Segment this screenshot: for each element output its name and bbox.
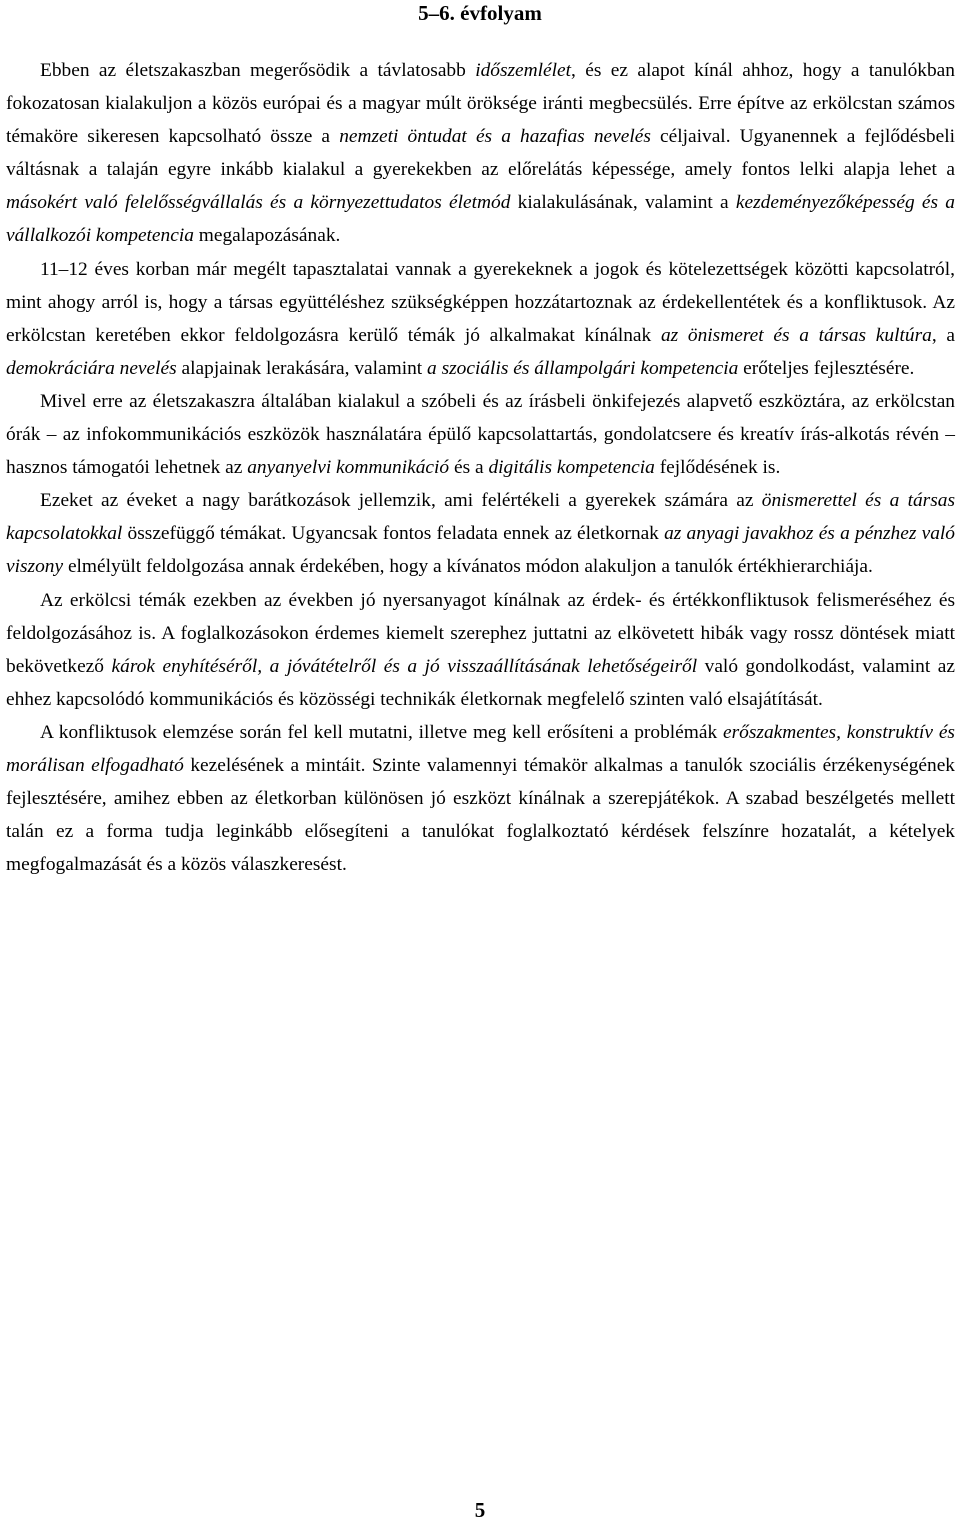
- italic-phrase: az önismeret és a társas kultúra: [660, 324, 932, 346]
- paragraph-3: [6, 385, 955, 484]
- italic-phrase: demokráciára nevelés: [6, 357, 177, 379]
- paragraph-4: [6, 484, 955, 583]
- text-run: elmélyült feldolgozása annak érdekében, hogy a kívánatos módon alakuljon a tanulók értékhierarchiája.: [63, 556, 873, 578]
- text-run: Ebben az életszakaszban megerősödik a távlatosabb: [40, 60, 476, 81]
- text-run: céljaival. Ugyanennek a fejlődésbeli váltásnak a talaján egyre inkább kialakul a gyerekekben az előrelátás képessége, amely fontos lelki alapja lehet a: [6, 126, 956, 181]
- italic-phrase: kezdeményezőképesség és a vállalkozói kompetencia: [6, 192, 955, 247]
- text-run: megalapozásának.: [193, 225, 341, 247]
- italic-phrase: az anyagi javakhoz és a pénzhez való viszony: [6, 523, 955, 578]
- italic-phrase: a szociális és állampolgári kompetencia: [427, 357, 739, 379]
- text-run: A konfliktusok elemzése során fel kell mutatni, illetve meg kell erősíteni a problémák: [40, 721, 724, 743]
- italic-phrase: digitális kompetencia: [488, 457, 655, 479]
- text-run: erőteljes fejlesztésére.: [738, 357, 915, 379]
- text-run: , a: [931, 324, 955, 346]
- text-run: összefüggő témákat. Ugyancsak fontos feladata ennek az életkornak: [122, 523, 665, 545]
- italic-phrase: erőszakmentes, konstruktív és morálisan elfogadható: [6, 721, 955, 776]
- text-run: , és ez alapot kínál ahhoz, hogy a tanulókban fokozatosan kialakuljon a közös európai és a magyar múlt öröksége iránti megbecsülés. Erre építve az erkölcstan számos témaköre sikeresen kapcsolható össze a: [6, 60, 955, 148]
- italic-phrase: nemzeti öntudat és a hazafias nevelés: [339, 126, 651, 148]
- paragraph-2: [6, 253, 955, 385]
- italic-phrase: önismerettel és a társas kapcsolatokkal: [6, 490, 955, 545]
- italic-phrase: másokért való felelősségvállalás és a környezettudatos életmód: [6, 192, 511, 214]
- italic-phrase: időszemlélet: [475, 60, 572, 81]
- text-run: Az erkölcsi témák ezekben az években jó nyersanyagot kínálnak az érdek- és értékkonfliktusok felismeréséhez és feldolgozásához is. A foglalkozásokon érdemes kiemelt szerephez juttatni az elkövetett hibák vagy rossz döntések miatt bekövetkező: [6, 589, 955, 677]
- text-run: Ezeket az éveket a nagy barátkozások jellemzik, ami felértékeli a gyerekek számára az: [40, 490, 762, 512]
- text-run: kezelésének a mintáit. Szinte valamennyi témakör alkalmas a tanulók szociális érzékenységének fejlesztésére, amihez ebben az életkorban különösen jó eszközt kínálnak a szerepjátékok. A szabad beszélgetés mellett talán ez a forma tudja leginkább elősegíteni a tanulókat foglalkoztató kérdések felszínre hozatalát, a kételyek megfogalmazását és a közös válaszkeresést.: [6, 754, 955, 876]
- text-run: fejlődésének is.: [654, 457, 781, 479]
- text-run: és a: [449, 457, 489, 479]
- page-number: 5: [474, 1498, 486, 1522]
- italic-phrase: anyanyelvi kommunikáció: [247, 457, 450, 479]
- text-run: kialakulásának, valamint a: [510, 192, 736, 214]
- text-run: alapjainak lerakására, valamint: [176, 357, 428, 379]
- page-heading: 5–6. évfolyam: [418, 1, 542, 25]
- document-body: [6, 54, 955, 881]
- paragraph-5: [6, 584, 955, 716]
- text-run: való gondolkodást, valamint az ehhez kapcsolódó kommunikációs és közösségi technikák életkornak megfelelő szinten való elsajátítását.: [6, 655, 955, 710]
- text-run: Mivel erre az életszakaszra általában kialakul a szóbeli és az írásbeli önkifejezés alapvető eszköztára, az erkölcstan órák – az infokommunikációs eszközök használatára épülő kapcsolattartás, gondolatcsere és kreatív írás-alkotás révén – hasznos támogatói lehetnek az: [6, 390, 955, 479]
- italic-phrase: károk enyhítéséről, a jóvátételről és a jó visszaállításának lehetőségeiről: [111, 655, 698, 677]
- text-run: 11–12 éves korban már megélt tapasztalatai vannak a gyerekeknek a jogok és kötelezettségek közötti kapcsolatról, mint ahogy arról is, hogy a társas együttéléshez szükségképpen hozzátartoznak az érdekellentétek és a konfliktusok. Az erkölcstan keretében ekkor feldolgozásra kerülő témák jó alkalmakat kínálnak: [6, 258, 955, 346]
- paragraph-6: [6, 716, 955, 881]
- paragraph-1: [6, 54, 955, 253]
